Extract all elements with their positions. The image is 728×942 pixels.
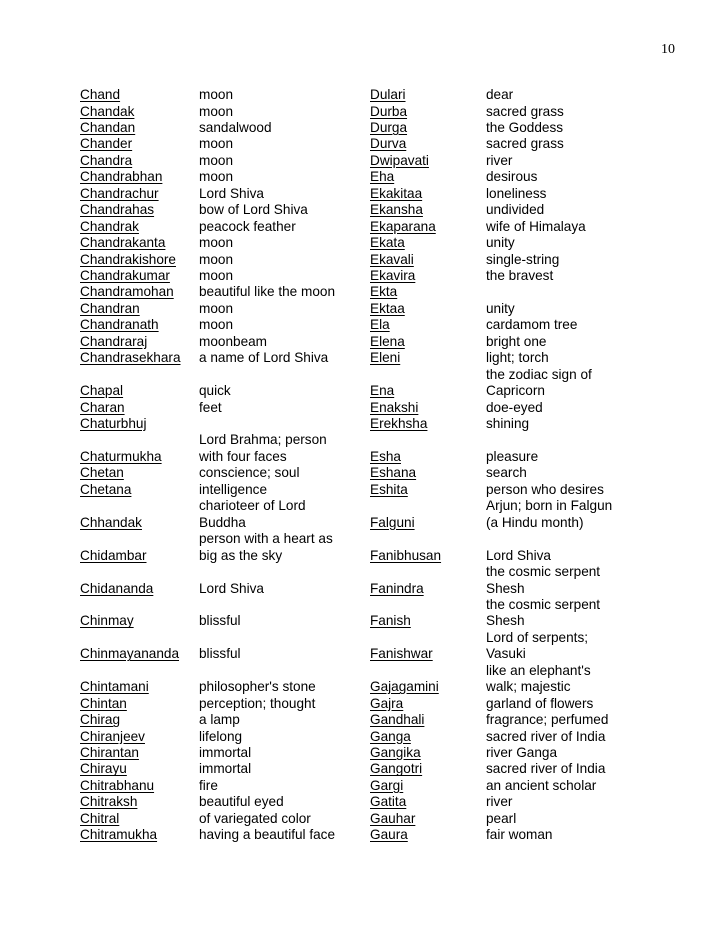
left-meaning-cell: blissful	[199, 646, 241, 662]
right-meaning-cell: like an elephant's	[486, 662, 591, 678]
left-meaning-cell: moonbeam	[199, 333, 268, 349]
right-meaning-cell: the bravest	[486, 267, 554, 283]
right-name-cell: Durva	[370, 136, 407, 152]
right-name-cell: Gajagamini	[370, 679, 439, 695]
right-meaning-cell: sacred grass	[486, 103, 564, 119]
right-meaning-cell: desirous	[486, 169, 538, 185]
right-meaning-cell: (a Hindu month)	[486, 514, 584, 530]
right-name-cell: Ena	[370, 383, 395, 399]
left-meaning-cell: beautiful like the moon	[199, 284, 336, 300]
right-meaning-cell: the cosmic serpent	[486, 597, 601, 612]
right-meaning-cell: sacred grass	[486, 136, 564, 152]
left-meaning-cell: blissful	[199, 613, 241, 629]
left-meaning-cell: perception; thought	[199, 695, 316, 711]
right-meaning-cell: walk; majestic	[486, 679, 571, 695]
right-meaning-cell: dear	[486, 87, 514, 102]
right-name-cell: Fanindra	[370, 580, 424, 596]
right-meaning-cell: Lord Shiva	[486, 547, 551, 563]
right-name-cell: Falguni	[370, 514, 415, 530]
left-meaning-cell: beautiful eyed	[199, 794, 284, 810]
left-name-cell: Charan	[80, 399, 125, 415]
left-name-cell: Chintamani	[80, 679, 149, 695]
left-meaning-cell: feet	[199, 399, 222, 415]
right-name-cell: Durba	[370, 103, 408, 119]
left-meaning-cell: moon	[199, 235, 234, 250]
left-name-cell: Chandrahas	[80, 202, 155, 218]
left-meaning-cell: moon	[199, 136, 234, 152]
right-name-cell: Eleni	[370, 350, 401, 366]
left-meaning-cell: intelligence	[199, 481, 268, 497]
left-meaning-cell: Lord Brahma; person	[199, 432, 327, 448]
left-name-cell: Chandra	[80, 152, 133, 168]
left-meaning-cell: quick	[199, 383, 231, 399]
right-name-cell: Gaura	[370, 827, 408, 843]
right-name-cell: Eshana	[370, 465, 417, 481]
left-meaning-cell: big as the sky	[199, 547, 283, 563]
left-meaning-cell: Lord Shiva	[199, 185, 264, 201]
left-name-cell: Chiranjeev	[80, 728, 145, 744]
right-meaning-cell: unity	[486, 300, 515, 316]
right-meaning-cell: unity	[486, 235, 515, 250]
right-name-cell: Eshita	[370, 481, 408, 497]
right-name-cell: Elena	[370, 333, 405, 349]
right-name-cell: Fanishwar	[370, 646, 433, 662]
right-meaning-cell: cardamom tree	[486, 317, 578, 333]
left-name-cell: Chander	[80, 136, 133, 152]
left-name-cell: Chintan	[80, 695, 127, 711]
left-name-cell: Chandran	[80, 300, 140, 316]
right-meaning-cell: light; torch	[486, 350, 549, 366]
left-name-cell: Chaturmukha	[80, 448, 162, 464]
right-name-cell: Ganga	[370, 728, 411, 744]
right-meaning-cell: pleasure	[486, 448, 539, 464]
left-meaning-cell: philosopher's stone	[199, 679, 316, 695]
right-meaning-cell: doe-eyed	[486, 399, 543, 415]
right-name-cell: Gandhali	[370, 712, 425, 728]
right-name-cell: Ekavira	[370, 267, 416, 283]
left-meaning-cell: with four faces	[199, 448, 287, 464]
left-name-cell: Chitral	[80, 810, 120, 826]
right-meaning-cell: bright one	[486, 333, 547, 349]
left-name-cell: Chandrasekhara	[80, 350, 181, 366]
left-meaning-cell: moon	[199, 300, 234, 316]
left-name-cell: Chitraksh	[80, 794, 138, 810]
right-name-cell: Eha	[370, 169, 395, 185]
left-name-cell: Chand	[80, 87, 121, 102]
right-name-cell: Durga	[370, 119, 408, 135]
right-name-cell: Gajra	[370, 695, 404, 711]
left-name-cell: Chetan	[80, 465, 124, 481]
left-meaning-cell: Lord Shiva	[199, 580, 264, 596]
right-meaning-cell: river	[486, 794, 513, 810]
right-meaning-cell: search	[486, 465, 527, 481]
right-meaning-cell: Shesh	[486, 580, 525, 596]
right-name-cell: Ekansha	[370, 202, 423, 218]
left-meaning-cell: of variegated color	[199, 810, 311, 826]
left-name-cell: Chhandak	[80, 514, 142, 530]
right-meaning-cell: the Goddess	[486, 119, 564, 135]
left-name-cell: Chandranath	[80, 317, 159, 333]
left-name-cell: Chidananda	[80, 580, 154, 596]
left-meaning-cell: sandalwood	[199, 119, 272, 135]
left-meaning-cell: peacock feather	[199, 218, 296, 234]
left-name-cell: Chapal	[80, 383, 124, 399]
right-meaning-cell: loneliness	[486, 185, 547, 201]
left-name-cell: Chinmayananda	[80, 646, 179, 662]
right-name-cell: Gauhar	[370, 810, 416, 826]
right-meaning-cell: Lord of serpents;	[486, 629, 589, 645]
left-name-cell: Chandrachur	[80, 185, 159, 201]
right-meaning-cell: Capricorn	[486, 383, 545, 399]
left-meaning-cell: moon	[199, 152, 234, 168]
right-meaning-cell: river Ganga	[486, 745, 558, 760]
right-name-cell: Fanibhusan	[370, 547, 442, 563]
right-meaning-cell: wife of Himalaya	[486, 218, 586, 234]
left-name-cell: Chandrakanta	[80, 235, 166, 250]
page-number: 10	[661, 42, 675, 57]
right-name-cell: Dwipavati	[370, 152, 429, 168]
right-meaning-cell: river	[486, 152, 513, 168]
left-name-cell: Chitramukha	[80, 827, 158, 843]
right-meaning-cell: fragrance; perfumed	[486, 712, 609, 728]
left-name-cell: Chandrakumar	[80, 267, 170, 283]
left-name-cell: Chandrak	[80, 218, 139, 234]
left-name-cell: Chaturbhuj	[80, 416, 147, 431]
right-meaning-cell: Vasuki	[486, 646, 526, 662]
left-name-cell: Chidambar	[80, 547, 147, 563]
left-meaning-cell: immortal	[199, 761, 252, 777]
left-name-cell: Chirag	[80, 712, 121, 728]
right-name-cell: Ekavali	[370, 251, 414, 267]
right-name-cell: Ekata	[370, 235, 405, 250]
right-meaning-cell: undivided	[486, 202, 545, 218]
right-meaning-cell: sacred river of India	[486, 761, 606, 777]
right-name-cell: Ekaparana	[370, 218, 436, 234]
left-name-cell: Chandraraj	[80, 333, 148, 349]
right-name-cell: Gangika	[370, 745, 421, 760]
left-meaning-cell: conscience; soul	[199, 465, 300, 481]
right-meaning-cell: single-string	[486, 251, 560, 267]
left-name-cell: Chirantan	[80, 745, 139, 760]
right-meaning-cell: Shesh	[486, 613, 525, 629]
right-meaning-cell: the zodiac sign of	[486, 366, 592, 382]
left-name-cell: Chirayu	[80, 761, 127, 777]
left-meaning-cell: a name of Lord Shiva	[199, 350, 329, 366]
left-name-cell: Chandrakishore	[80, 251, 176, 267]
right-name-cell: Gargi	[370, 777, 404, 793]
right-name-cell: Esha	[370, 448, 401, 464]
right-name-cell: Erekhsha	[370, 416, 428, 431]
left-meaning-cell: moon	[199, 87, 234, 102]
left-name-cell: Chandan	[80, 119, 136, 135]
left-name-cell: Chetana	[80, 481, 132, 497]
left-name-cell: Chinmay	[80, 613, 134, 629]
left-meaning-cell: bow of Lord Shiva	[199, 202, 308, 218]
right-meaning-cell: garland of flowers	[486, 695, 594, 711]
left-meaning-cell: charioteer of Lord	[199, 498, 306, 514]
right-name-cell: Dulari	[370, 87, 406, 102]
right-meaning-cell: pearl	[486, 810, 517, 826]
left-meaning-cell: moon	[199, 251, 234, 267]
right-name-cell: Ekakitaa	[370, 185, 423, 201]
left-name-cell: Chandak	[80, 103, 135, 119]
right-meaning-cell: person who desires	[486, 481, 604, 497]
right-meaning-cell: fair woman	[486, 827, 553, 843]
left-meaning-cell: moon	[199, 267, 234, 283]
right-name-cell: Fanish	[370, 613, 411, 629]
right-name-cell: Gangotri	[370, 761, 423, 777]
left-meaning-cell: fire	[199, 777, 218, 793]
left-meaning-cell: having a beautiful face	[199, 827, 336, 843]
right-name-cell: Ela	[370, 317, 390, 333]
left-meaning-cell: moon	[199, 103, 234, 119]
left-meaning-cell: Buddha	[199, 514, 246, 530]
left-meaning-cell: moon	[199, 317, 234, 333]
right-meaning-cell: shining	[486, 416, 530, 431]
left-meaning-cell: a lamp	[199, 712, 240, 728]
left-name-cell: Chandramohan	[80, 284, 174, 300]
right-meaning-cell: the cosmic serpent	[486, 564, 601, 579]
right-name-cell: Gatita	[370, 794, 407, 810]
right-meaning-cell: sacred river of India	[486, 728, 606, 744]
left-name-cell: Chitrabhanu	[80, 777, 155, 793]
left-meaning-cell: person with a heart as	[199, 531, 333, 547]
left-meaning-cell: lifelong	[199, 728, 243, 744]
right-meaning-cell: an ancient scholar	[486, 777, 597, 793]
right-name-cell: Ekta	[370, 284, 398, 300]
right-name-cell: Ektaa	[370, 300, 405, 316]
left-name-cell: Chandrabhan	[80, 169, 163, 185]
right-name-cell: Enakshi	[370, 399, 419, 415]
left-meaning-cell: immortal	[199, 745, 252, 760]
right-meaning-cell: Arjun; born in Falgun	[486, 498, 613, 514]
left-meaning-cell: moon	[199, 169, 234, 185]
